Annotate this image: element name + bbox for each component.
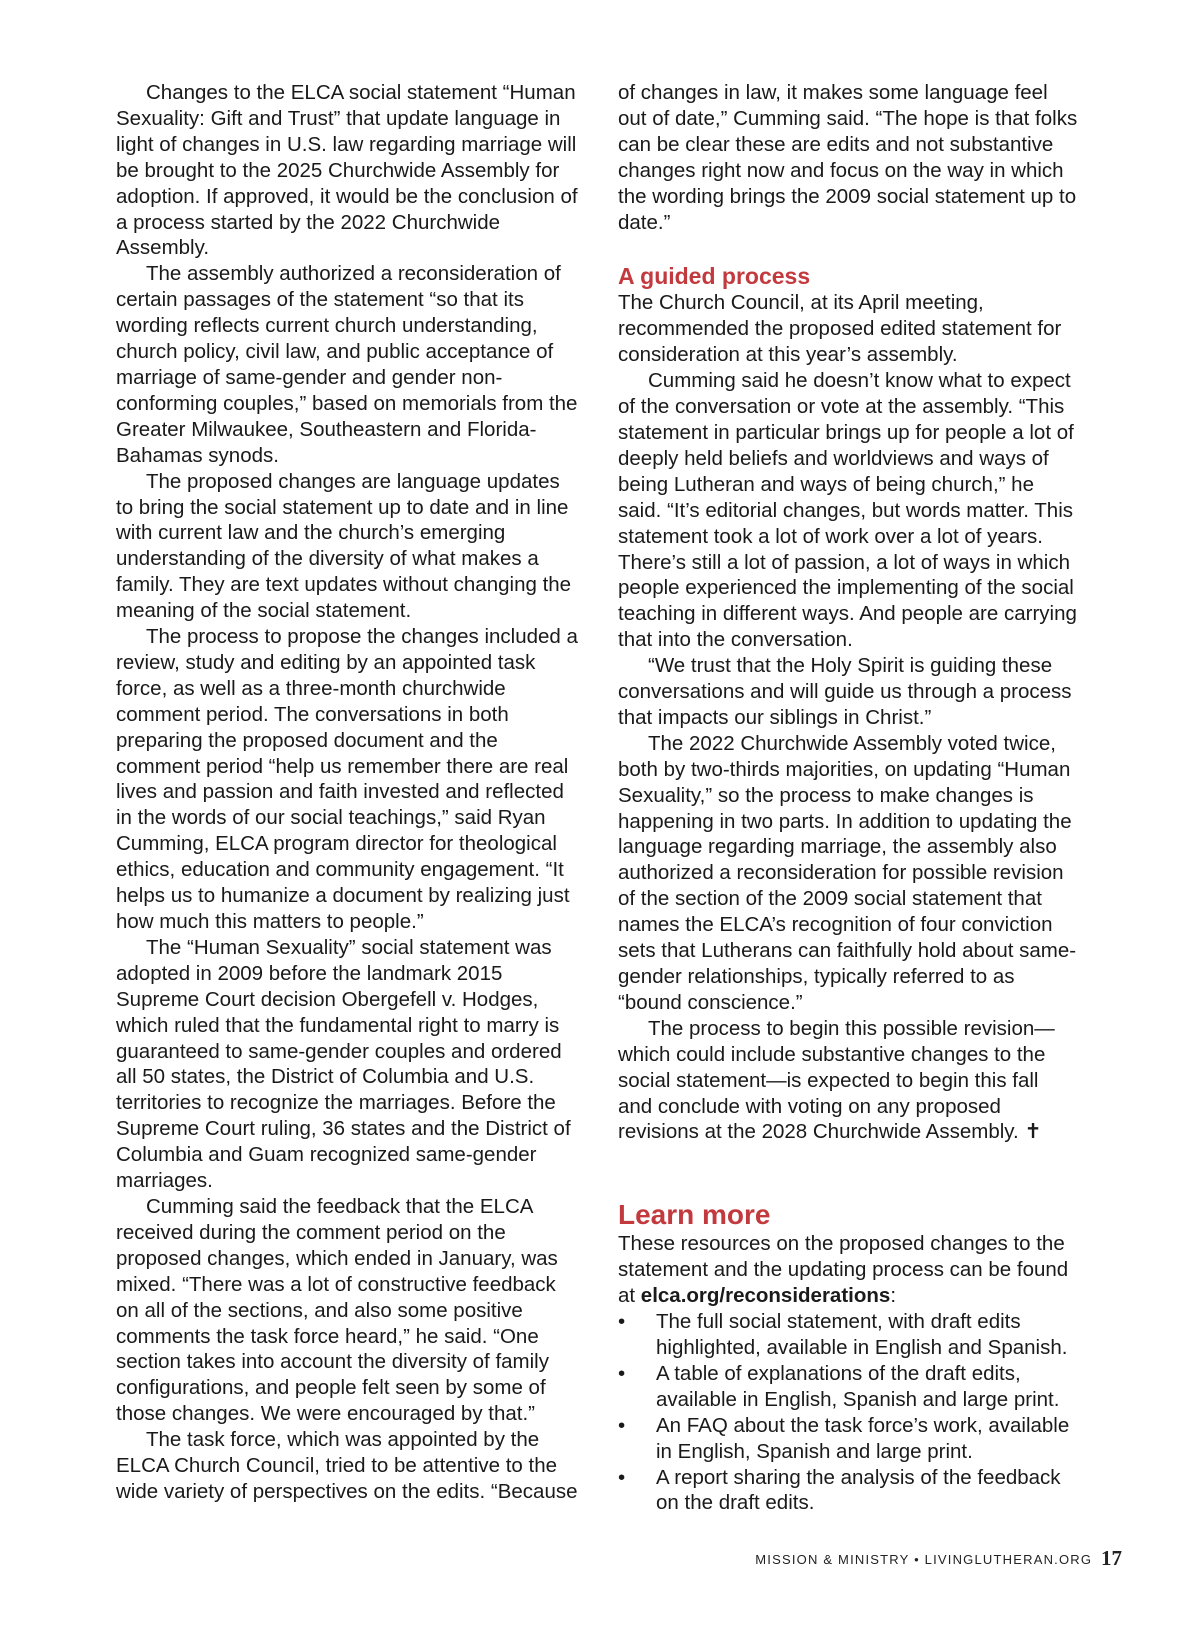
resource-list-item: • The full social statement, with draft edits highlighted, available in English and Spanish. [618,1309,1078,1361]
article-paragraph: The Church Council, at its April meeting, recommended the proposed edited statement for consideration at this year’s assembly. [618,291,1062,367]
learn-more-intro [618,1231,1078,1309]
learn-more-heading: Learn more [618,1199,771,1231]
left-column [116,80,578,1505]
reconsiderations-link[interactable]: elca.org/reconsiderations [640,1284,891,1308]
resource-list [618,1309,1078,1516]
article-paragraph: The process to propose the changes included a review, study and editing by an appointed task force, as well as a three-month churchwide comment period. The conversations in both preparing the proposed document and the comment period “help us remember there are real lives and passion and faith invested and reflected in the words of our social teachings,” said Ryan Cumming, ELCA program director for theological ethics, education and community engagement. “It helps us to humanize a document by realizing just how much this matters to people.” [116,625,578,933]
continued-paragraph: of changes in law, it makes some language feel out of date,” Cumming said. “The hope is that folks can be clear these are edits and not substantive changes right now and focus on the way in which the wording brings the 2009 social statement up to date.” [618,81,1078,234]
footer-text: MISSION & MINISTRY • LIVINGLUTHERAN.ORG [755,1552,1093,1567]
article-paragraph: “We trust that the Holy Spirit is guiding these conversations and will guide us through a process that impacts our siblings in Christ.” [618,654,1072,729]
resource-list-item: • An FAQ about the task force’s work, available in English, Spanish and large print. [618,1413,1078,1465]
section-heading: A guided process [618,263,811,290]
article-paragraph: The process to begin this possible revision—which could include substantive changes to the social statement—is expected to begin this fall and conclude with voting on any proposed revisions at the 2028 Churchwide Assembly. ✝ [618,1016,1055,1144]
resource-list-item: • A report sharing the analysis of the feedback on the draft edits. [618,1465,1078,1517]
article-paragraph: Cumming said the feedback that the ELCA received during the comment period on the proposed changes, which ended in January, was mixed. “There was a lot of constructive feedback on all of the sections, and also some positive comments the task force heard,” he said. “One section takes into account the diversity of family configurations, and people felt seen by some of those changes. We were encouraged by that.” [116,1194,558,1426]
article-paragraph: Cumming said he doesn’t know what to expect of the conversation or vote at the assembly. “This statement in particular brings up for people a lot of deeply held beliefs and worldviews and ways of being Lutheran and ways of being church,” he said. “It’s editorial changes, but words matter. This statement took a lot of work over a lot of years. There’s still a lot of passion, a lot of ways in which people experienced the implementing of the social teaching in different ways. And people are carrying that into the conversation. [618,369,1077,652]
article-paragraph: Changes to the ELCA social statement “Human Sexuality: Gift and Trust” that update language in light of changes in U.S. law regarding marriage will be brought to the 2025 Churchwide Assembly for adoption. If approved, it would be the conclusion of a process started by the 2022 Churchwide Assembly. [116,81,578,260]
article-paragraph: The 2022 Churchwide Assembly voted twice, both by two-thirds majorities, on updating “Human Sexuality,” so the process to make changes is happening in two parts. In addition to updating the language regarding marriage, the assembly also authorized a reconsideration for possible revision of the section of the 2009 social statement that names the ELCA’s recognition of four conviction sets that Lutherans can faithfully hold about same-gender relationships, typically referred to as “bound conscience.” [618,731,1077,1014]
right-column [618,80,1078,1516]
resource-list-item: • A table of explanations of the draft edits, available in English, Spanish and large print. [618,1361,1078,1413]
learn-more-box [618,1199,1078,1516]
page-number: 17 [1101,1546,1122,1570]
page-footer [755,1546,1122,1571]
learn-more-intro-text: These resources on the proposed changes to the statement and the updating process can be found at [618,1232,1069,1308]
article-paragraph: The task force, which was appointed by the ELCA Church Council, tried to be attentive to the wide variety of perspectives on the edits. “Because [116,1428,578,1503]
learn-more-colon: : [890,1284,897,1308]
article-paragraph: The proposed changes are language updates to bring the social statement up to date and in line with current law and the church’s emerging understanding of the diversity of what makes a family. They are text updates without changing the meaning of the social statement. [116,469,572,623]
article-paragraph: The “Human Sexuality” social statement was adopted in 2009 before the landmark 2015 Supreme Court decision Obergefell v. Hodges, which ruled that the fundamental right to marry is guaranteed to same-gender couples and ordered all 50 states, the District of Columbia and U.S. territories to recognize the marriages. Before the Supreme Court ruling, 36 states and the District of Columbia and Guam recognized same-gender marriages. [116,935,571,1193]
article-paragraph: The assembly authorized a reconsideration of certain passages of the statement “so that its wording reflects current church understanding, church policy, civil law, and public acceptance of marriage of same-gender and gender non-conforming couples,” based on memorials from the Greater Milwaukee, Southeastern and Florida-Bahamas synods. [116,262,578,467]
